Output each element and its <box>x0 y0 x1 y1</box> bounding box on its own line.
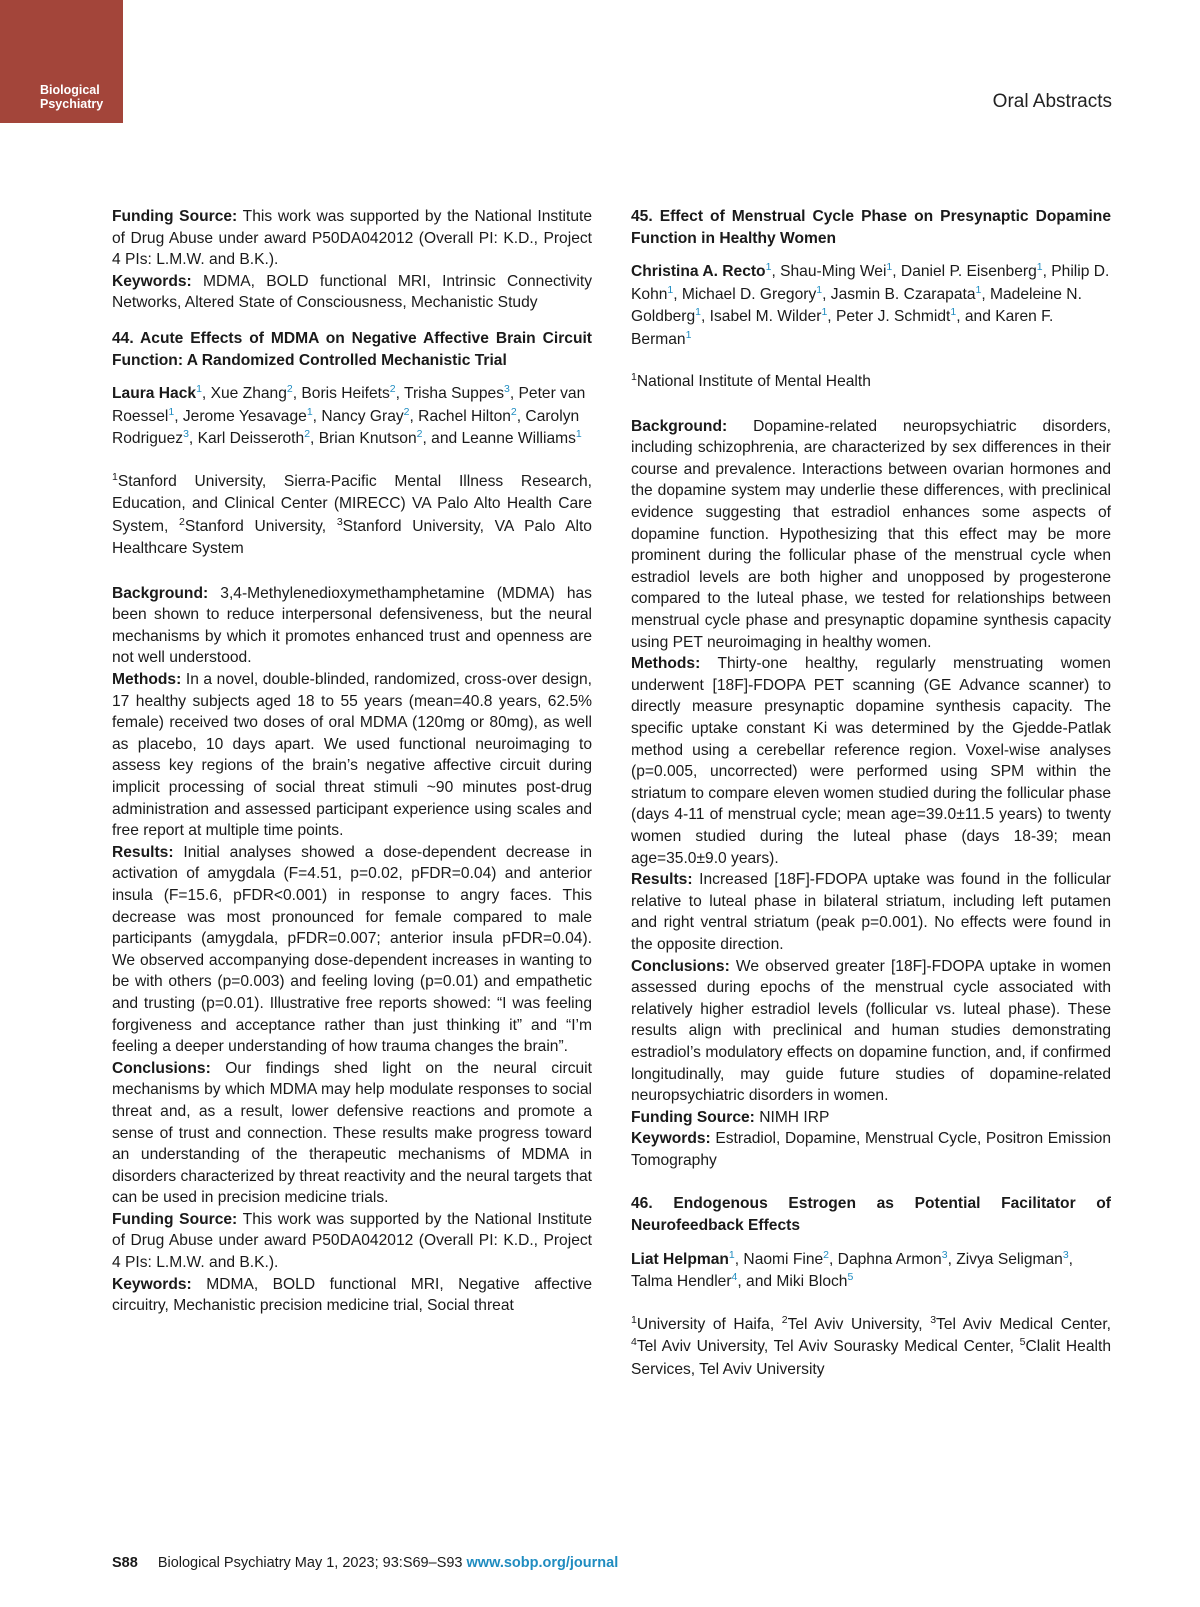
abstract-45-authors: Christina A. Recto$^1$, Shau-Ming Wei$^1$, Daniel P. Eisenberg$^1$, Philip D. Kohn$^1$, Michael D. Gregory$^1$, Jasmin B. Czarapata$^1$, Madeleine N. Goldberg$^1$, Isabel M. Wilder$^1$, Peter J. Schmidt$^1$, and Karen F. Berman$^1$ <box>631 261 1110 348</box>
abstract-45-keywords: Keywords: Estradiol, Dopamine, Menstrual Cycle, Positron Emission Tomography <box>631 1130 1111 1169</box>
abstract-45-background: Background: Dopamine-related neuropsychiatric disorders, including schizophrenia, are characterized by sex differences in their course and prevalence. Interactions between ovarian hormones and the dopamine system may underlie these differences, with preclinical evidence suggesting that estradiol enhances some aspects of dopamine function. Hypothesizing that this effect may be more prominent during the follicular phase of the menstrual cycle when estradiol levels are both higher and unopposed by progesterone compared to the luteal phase, we tested for relationships between menstrual cycle phase and presynaptic dopamine synthesis capacity using PET neuroimaging in healthy women. <box>631 417 1111 651</box>
abstract-44-results: Results: Initial analyses showed a dose-dependent decrease in activation of amygdala (F=4.51, p=0.02, pFDR=0.04) and anterior insula (F=15.6, pFDR<0.001) in response to angry faces. This decrease was most pronounced for female compared to male participants (amygdala, pFDR=0.007; anterior insula pFDR=0.04). We observed accompanying dose-dependent increases in wanting to be with others (p=0.003) and feeling loving (p=0.01) and empathetic and trusting (p=0.01). Illustrative free reports showed: “I was feeling forgiveness and acceptance rather than just thinking it” and “I’m feeling a deeper understanding of how trauma changes the brain”. <box>112 843 592 1056</box>
abstract-46-affiliations: $^1$University of Haifa, $^2$Tel Aviv University, $^3$Tel Aviv Medical Center, $^4$Tel Aviv University, Tel Aviv Sourasky Medical Center, $^5$Clalit Health Services, Tel Aviv University <box>631 1313 1111 1378</box>
page-number: S88 <box>112 1555 138 1571</box>
abstract-45-affiliations: $^1$National Institute of Mental Health <box>631 371 871 391</box>
abstract-44-background: Background: 3,4-Methylenedioxymethamphetamine (MDMA) has been shown to reduce interpersonal defensiveness, but the neural mechanisms by which it promotes enhanced trust and openness are not well understood. <box>112 584 592 667</box>
prev-funding: Funding Source: This work was supported by the National Institute of Drug Abuse under award P50DA042012 (Overall PI: K.D., Project 4 PIs: L.M.W. and B.K.). <box>112 208 593 269</box>
abstract-45-title: 45. Effect of Menstrual Cycle Phase on Presynaptic Dopamine Function in Healthy Women <box>631 208 1111 247</box>
journal-citation: Biological Psychiatry May 1, 2023; 93:S69–S93 <box>157 1555 463 1571</box>
journal-url-link[interactable]: www.sobp.org/journal <box>466 1555 619 1571</box>
abstract-45-methods: Methods: Thirty-one healthy, regularly menstruating women underwent [18F]-FDOPA PET scanning (GE Advance scanner) to directly measure presynaptic dopamine synthesis capacity. The specific uptake constant Ki was determined by the Gjedde-Patlak method using a cerebellar reference region. Voxel-wise analyses (p=0.005, uncorrected) were performed using SPM within the striatum to compare eleven women studied during the follicular phase (days 4-11 of menstrual cycle; mean age=39.0±11.5 years) to twenty women studied during the luteal phase (days 18-39; mean age=35.0±9.0 years). <box>631 655 1111 867</box>
prev-keywords: Keywords: MDMA, BOLD functional MRI, Intrinsic Connectivity Networks, Altered State of Consciousness, Mechanistic Study <box>112 272 592 312</box>
abstract-44-conclusions: Conclusions: Our findings shed light on the neural circuit mechanisms by which MDMA may help modulate responses to social threat and, as a result, lower defensive reactions and promote a sense of trust and connection. These results make progress toward an understanding of the therapeutic mechanisms of MDMA in disorders characterized by threat reactivity and the neural targets that can be used in precision medicine trials. <box>112 1059 592 1207</box>
right-column <box>631 206 1111 1403</box>
abstract-44-keywords: Keywords: MDMA, BOLD functional MRI, Negative affective circuitry, Mechanistic precision medicine trial, Social threat <box>112 1275 592 1315</box>
abstract-44-affiliations: $^1$Stanford University, Sierra-Pacific Mental Illness Research, Education, and Clinical Center (MIRECC) VA Palo Alto Health Care System, $^2$Stanford University, $^3$Stanford University, VA Palo Alto Healthcare System <box>112 470 592 558</box>
abstract-45-conclusions: Conclusions: We observed greater [18F]-FDOPA uptake in women assessed during epochs of the menstrual cycle associated with relatively higher estradiol levels (follicular vs. luteal phase). These results align with preclinical and human studies demonstrating estradiol’s modulatory effects on dopamine function, and, if confirmed longitudinally, may guide future studies of dopamine-related neuropsychiatric disorders in women. <box>631 957 1111 1105</box>
page-footer <box>112 1555 618 1571</box>
journal-brand-box <box>0 0 123 123</box>
abstract-44-funding: Funding Source: This work was supported by the National Institute of Drug Abuse under award P50DA042012 (Overall PI: K.D., Project 4 PIs: L.M.W. and B.K.). <box>112 1210 593 1272</box>
abstract-46-title: 46. Endogenous Estrogen as Potential Facilitator of Neurofeedback Effects <box>631 1195 1111 1235</box>
section-header: Oral Abstracts <box>992 91 1112 112</box>
abstract-46-authors: Liat Helpman$^1$, Naomi Fine$^2$, Daphna Armon$^3$, Zivya Seligman$^3$, Talma Hendler$^4$, and Miki Bloch$^5$ <box>631 1248 1074 1291</box>
abstract-45-results: Results: Increased [18F]-FDOPA uptake was found in the follicular relative to luteal phase in bilateral striatum, including left putamen and right ventral striatum (peak p=0.001). No effects were found in the opposite direction. <box>631 871 1111 953</box>
abstract-44-authors: Laura Hack$^1$, Xue Zhang$^2$, Boris Heifets$^2$, Trisha Suppes$^3$, Peter van Roessel$^1$, Jerome Yesavage$^1$, Nancy Gray$^2$, Rachel Hilton$^2$, Carolyn Rodriguez$^3$, Karl Deisseroth$^2$, Brian Knutson$^2$, and Leanne Williams$^1$ <box>112 383 586 448</box>
abstract-44-methods: Methods: In a novel, double-blinded, randomized, cross-over design, 17 healthy subjects aged 18 to 55 years (mean=40.8 years, 62.5% female) received two doses of oral MDMA (120mg or 80mg), as well as placebo, 10 days apart. We used functional neuroimaging to assess key regions of the brain’s negative affective circuit during implicit processing of social threat stimuli ~90 minutes post-drug administration and assessed participant experience using scales and free report at multiple time points. <box>112 671 592 840</box>
abstract-45-funding: Funding Source: NIMH IRP <box>631 1108 830 1126</box>
journal-brand-logo: Biological Psychiatry <box>40 83 104 111</box>
abstract-44-title: 44. Acute Effects of MDMA on Negative Affective Brain Circuit Function: A Randomized Controlled Mechanistic Trial <box>112 329 592 369</box>
left-column <box>112 206 592 1317</box>
